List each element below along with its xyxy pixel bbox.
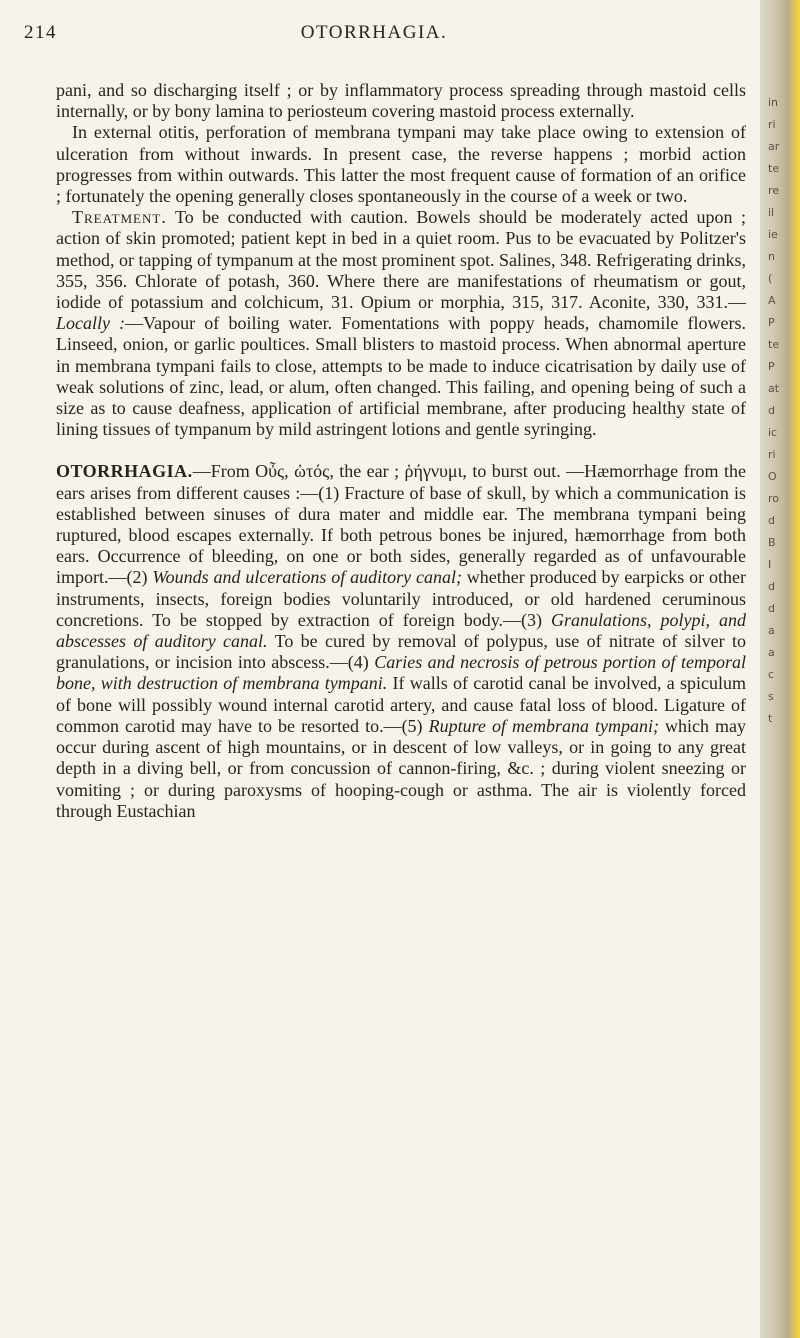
otorrhagia-text-3: To be cured by removal of polypus, use of nitrate of silver to granulations, or incision into abscess.—(4) — [56, 631, 746, 673]
otorrhagia-text-1: —From Οὖς, ὠτός, the ear ; ῥήγνυμι, to burst out. —Hæmorrhage from the ears arises from different causes :—(1) Fracture of base of skull, by which a communication is established between sinuses of dura mater and middle ear. The membrana tympani being ruptured, blood escapes externally. If both petrous bones be injured, hæmorrhage from both ears. Occurrence of bleeding, on one or both sides, generally regarded as of unfavourable import.—(2) — [56, 461, 746, 588]
running-head — [24, 22, 724, 44]
margin-fragment: c — [768, 668, 775, 681]
entry-heading: OTORRHAGIA. — [56, 461, 193, 482]
margin-fragment: te — [768, 338, 780, 351]
treatment-locally: Locally : — [56, 313, 126, 334]
margin-fragment: in — [768, 96, 779, 109]
margin-fragment: B — [768, 536, 776, 549]
body-text — [56, 80, 746, 822]
margin-fragment: t — [768, 712, 773, 725]
margin-fragment: ( — [768, 272, 773, 285]
margin-fragment: re — [768, 184, 780, 197]
running-title: OTORRHAGIA. — [300, 22, 448, 43]
section-gap — [56, 440, 746, 461]
margin-fragment: I — [768, 558, 772, 571]
margin-fragment: P — [768, 360, 775, 373]
otorrhagia-italic-4: Rupture of membrana tympani; — [428, 715, 659, 736]
margin-fragment: a — [768, 624, 775, 637]
facing-page-margin — [760, 0, 800, 1338]
paragraph-continuation: pani, and so discharging itself ; or by inflammatory process spreading through mastoid cells internally, or by bony lamina to periosteum covering mastoid process externally. — [56, 80, 746, 122]
margin-fragment: ro — [768, 492, 780, 505]
margin-fragment: te — [768, 162, 780, 175]
otorrhagia-text-2: whether produced by earpicks or other instruments, insects, foreign bodies voluntarily introduced, or old hardened ceruminous concretions. To be stopped by extraction of foreign body.—(3) — [56, 567, 746, 630]
treatment-lead: Treatment. — [72, 207, 167, 228]
treatment-text-a: To be conducted with caution. Bowels should be moderately acted upon ; action of skin promoted; patient kept in bed in a quiet room. Pus to be evacuated by Politzer's method, or tapping of tympanum at the most prominent spot. Salines, 348. Refrigerating drinks, 355, 356. Chlorate of potash, 360. Where there are manifestations of rheumatism or gout, iodide of potassium and colchicum, 31. Opium or morphia, 315, 317. Aconite, 330, 331.— — [56, 207, 746, 313]
paragraph-otorrhagia — [56, 461, 746, 821]
margin-fragment: ie — [768, 228, 778, 241]
margin-fragment: s — [768, 690, 774, 703]
margin-fragment: ic — [768, 426, 778, 439]
margin-fragment: il — [768, 206, 775, 219]
paragraph-external-otitis: In external otitis, perforation of membrana tympani may take place owing to extension of ulceration from without inwards. In present case, the reverse happens ; morbid action progresses from within outwards. This latter the most frequent cause of formation of an orifice ; fortunately the opening generally closes spontaneously in the course of a week or two. — [56, 122, 746, 207]
margin-fragment: a — [768, 646, 775, 659]
margin-fragment: A — [768, 294, 776, 307]
margin-fragment: d — [768, 404, 775, 417]
otorrhagia-text-5: which may occur during ascent of high mountains, or in descent of low valleys, or in going to any great depth in a diving bell, or from concussion of cannon-firing, &c. ; during violent sneezing or vomiting ; or during paroxysms of hooping-cough or asthma. The air is violently forced through Eustachian — [56, 715, 746, 821]
margin-fragment: P — [768, 316, 775, 329]
margin-fragment: ri — [768, 118, 776, 131]
margin-fragment: ar — [768, 140, 780, 153]
margin-fragment: d — [768, 514, 775, 527]
treatment-text-b: —Vapour of boiling water. Fomentations with poppy heads, chamomile flowers. Linseed, onion, or garlic poultices. Small blisters to mastoid process. When abnormal aperture in membrana tympani fails to close, attempts to be made to induce cicatrisation by daily use of weak solutions of zinc, lead, or alum, often changed. This failing, and opening being of such a size as to cause deafness, application of artificial membrane, after producing healthy state of lining tissues of tympanum by mild astringent lotions and gentle syringing. — [56, 313, 746, 440]
margin-fragment: d — [768, 602, 775, 615]
otorrhagia-italic-1: Wounds and ulcerations of auditory canal; — [152, 567, 462, 588]
page-number: 214 — [24, 22, 57, 43]
margin-fragment: d — [768, 580, 775, 593]
margin-fragment: at — [768, 382, 780, 395]
paragraph-treatment — [56, 207, 746, 440]
margin-fragment: n — [768, 250, 775, 263]
margin-fragment: O — [768, 470, 777, 483]
otorrhagia-italic-2: Granulations, polypi, and abscesses of auditory canal. — [56, 609, 746, 652]
otorrhagia-text-4: If walls of carotid canal be involved, a spiculum of bone will possibly wound internal carotid artery, and cause fatal loss of blood. Ligature of common carotid may have to be resorted to.—(5) — [56, 673, 746, 736]
otorrhagia-italic-3: Caries and necrosis of petrous portion of temporal bone, with destruction of membrana tympani. — [56, 652, 746, 694]
margin-fragment: ri — [768, 448, 776, 461]
